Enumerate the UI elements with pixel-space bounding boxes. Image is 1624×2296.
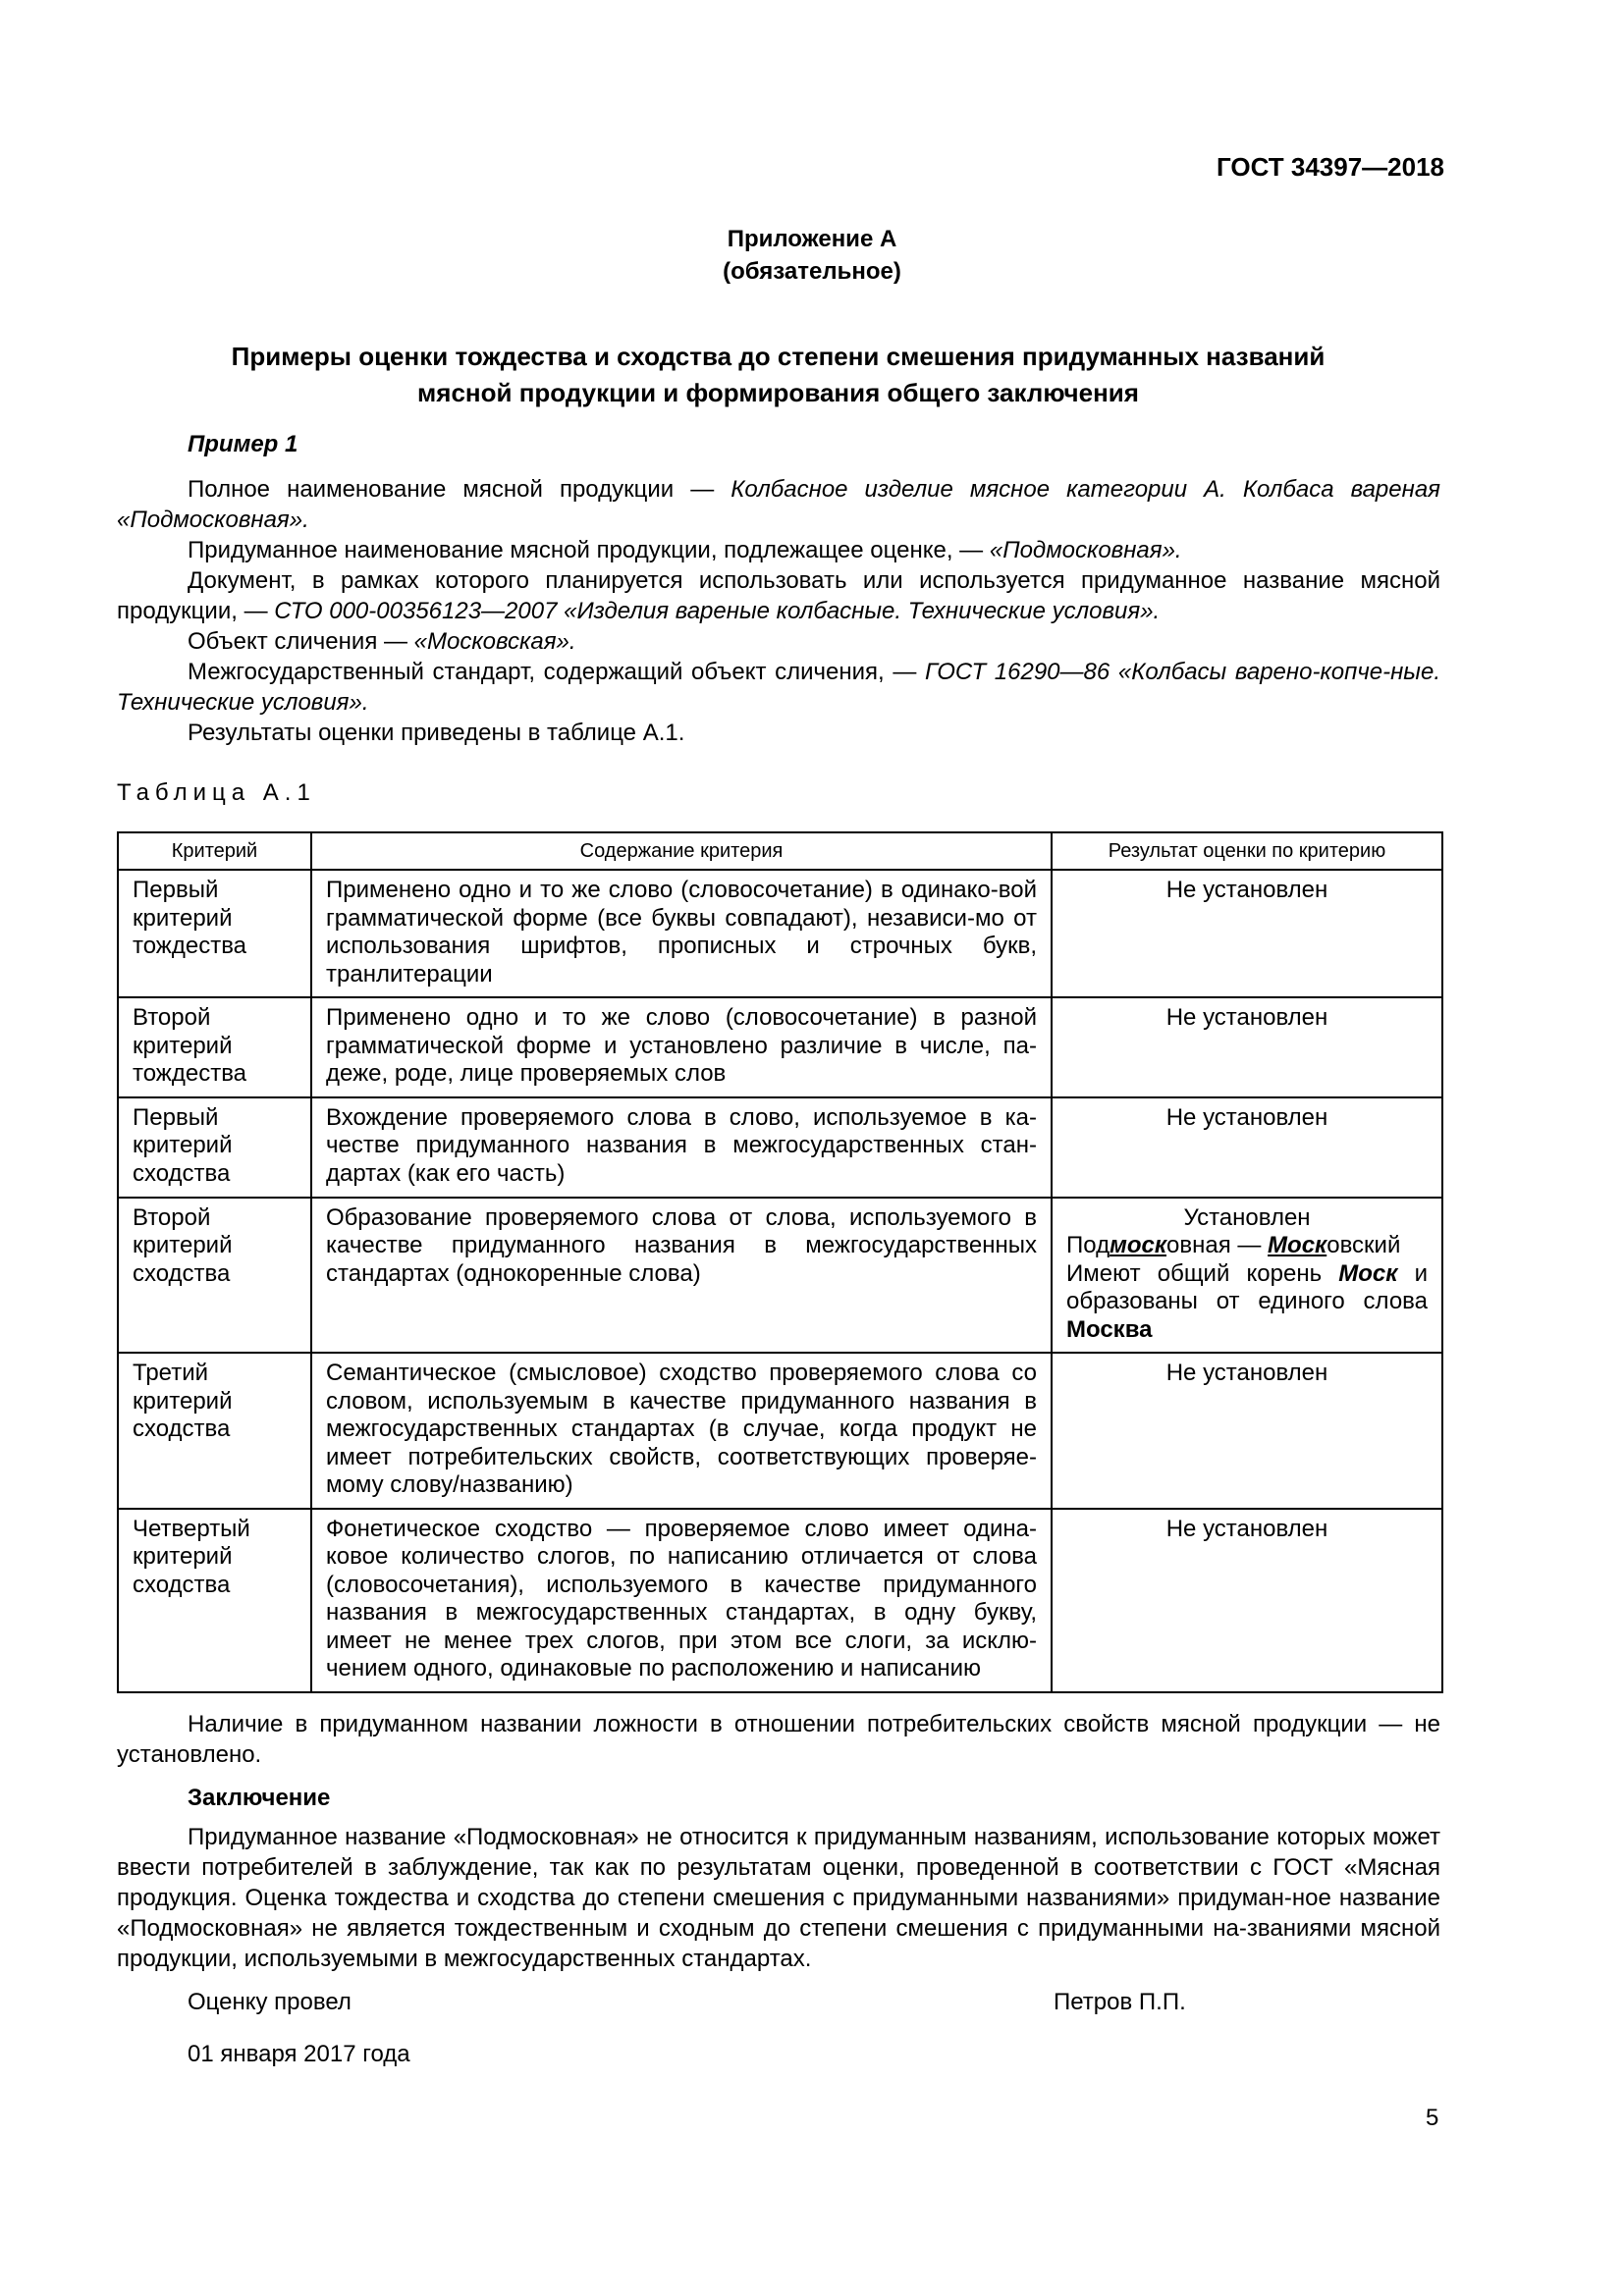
conclusion-heading: Заключение [188,1785,331,1811]
table-row [118,997,1442,1097]
result-cell: Не установлен [1052,1353,1442,1509]
content-cell: Применено одно и то же слово (словосочетание) в разной грамматической форме и установлено различие в числе, па-деже, роде, лице проверяемых слов [311,997,1052,1097]
content-cell: Фонетическое сходство — проверяемое слово имеет одина-ковое количество слогов, по написанию отличается от слова (словосочетания), используемого в качестве придуманного названия в межгосударственных стандартах, в одну букву, имеет не менее трех слогов, при этом все слоги, за исклю-чением одного, одинаковые по расположению и написанию [311,1509,1052,1692]
signature-date: 01 января 2017 года [188,2041,410,2067]
signature-name: Петров П.П. [1054,1989,1186,2015]
result-cell: Не установлен [1052,870,1442,997]
appendix-status: (обязательное) [723,258,901,285]
interstate-standard [117,657,1440,718]
table-row [118,1509,1442,1692]
interstate-standard-value: ГОСТ 16290—86 «Колбасы варено-копче-ные. Технические условия». [117,659,1440,716]
criterion-cell: Четвертый критерий сходства [118,1509,311,1692]
result-word-comparison [1066,1232,1428,1260]
source-document-label: Документ, в рамках которого планируется использовать или используется придуманное название мясной продукции, — [117,567,1440,624]
word-root-highlight: Моск [1268,1232,1327,1258]
falsity-note [117,1709,1440,1770]
interstate-standard-label: Межгосударственный стандарт, содержащий объект сличения, — [188,659,925,685]
table-header-row [118,832,1442,870]
appendix-heading [0,223,1624,288]
header-result: Результат оценки по критерию [1052,832,1442,870]
content-cell: Образование проверяемого слова от слова, используемого в качестве придуманного названия в межгосударственных стандартах (однокоренные слова) [311,1198,1052,1354]
signature-label: Оценку провел [188,1989,352,2015]
table-row [118,870,1442,997]
example-description [117,474,1440,748]
invented-name-value: «Подмосковная». [989,537,1182,563]
falsity-note-text: Наличие в придуманном названии ложности в отношении потребительских свойств мясной продукции — не установлено. [117,1711,1440,1768]
content-cell: Вхождение проверяемого слова в слово, используемое в ка-честве придуманного названия в межгосударственных стан-дартах (как его часть) [311,1097,1052,1198]
appendix-title: Приложение А [727,226,897,252]
content-cell: Применено одно и то же слово (словосочетание) в одинако-вой грамматической форме (все буквы совпадают), независи-мо от использования шрифтов, прописных и строчных букв, транлитерации [311,870,1052,997]
result-cell: Не установлен [1052,1097,1442,1198]
source-document [117,565,1440,626]
full-product-name-value: Колбасное изделие мясное категории А. Колбаса вареная «Подмосковная». [117,476,1440,533]
document-code: ГОСТ 34397—2018 [1217,152,1444,182]
invented-name [117,535,1440,565]
content-cell: Семантическое (смысловое) сходство проверяемого слова со словом, используемым в качестве придуманного названия в межгосударственных стандартах (в случае, когда продукт не имеет потребительских свойств, соответствующих проверяе-мому слову/названию) [311,1353,1052,1509]
result-status: Установлен [1183,1203,1311,1231]
result-cell: Не установлен [1052,1509,1442,1692]
word-part: овная — [1166,1232,1269,1258]
explanation-part: Имеют общий корень [1066,1259,1339,1287]
example-label: Пример 1 [188,431,298,457]
table-row [118,1198,1442,1354]
full-product-name-label: Полное наименование мясной продукции — [188,476,731,503]
page-number: 5 [1426,2105,1439,2131]
header-criterion: Критерий [118,832,311,870]
comparison-object [117,626,1440,657]
source-word: Москва [1066,1315,1153,1343]
source-document-value: СТО 000-00356123—2007 «Изделия вареные колбасные. Технические условия». [274,598,1161,624]
table-caption: Таблица А.1 [117,779,316,806]
criterion-cell: Первый критерий тождества [118,870,311,997]
criterion-cell: Первый критерий сходства [118,1097,311,1198]
word-part: Под [1066,1232,1110,1258]
header-content: Содержание критерия [311,832,1052,870]
common-root: Моск [1338,1259,1398,1287]
comparison-object-label: Объект сличения — [188,628,414,655]
comparison-object-value: «Московская». [413,628,576,655]
criterion-cell: Второй критерий сходства [118,1198,311,1354]
criterion-cell: Третий критерий сходства [118,1353,311,1509]
result-explanation [1066,1260,1428,1345]
section-title-line-2: мясной продукции и формирования общего заключения [417,378,1139,407]
criteria-table [117,831,1443,1693]
conclusion-text: Придуманное название «Подмосковная» не относится к придуманным названиям, использование которых может ввести потребителей в заблуждение, так как по результатам оценки, проведенной в соответствии с ГОСТ «Мясная продукция. Оценка тождества и сходства до степени смешения с придуманными названиями» придуман-ное название «Подмосковная» не является тождественным и сходным до степени смешения с придуманными на-званиями мясной продукции, используемыми в межгосударственных стандартах. [117,1824,1440,1972]
section-title [118,339,1438,411]
results-reference: Результаты оценки приведены в таблице А.1. [188,720,685,746]
table-row [118,1353,1442,1509]
full-product-name [117,474,1440,535]
table-row [118,1097,1442,1198]
invented-name-label: Придуманное наименование мясной продукции, подлежащее оценке, — [188,537,990,563]
criterion-cell: Второй критерий тождества [118,997,311,1097]
result-cell: Не установлен [1052,997,1442,1097]
word-root-highlight: моск [1110,1232,1167,1258]
section-title-line-1: Примеры оценки тождества и сходства до степени смешения придуманных названий [231,342,1326,371]
word-part: овский [1326,1232,1401,1258]
result-cell [1052,1198,1442,1354]
explanation-part: и образованы от единого слова [1066,1259,1428,1314]
